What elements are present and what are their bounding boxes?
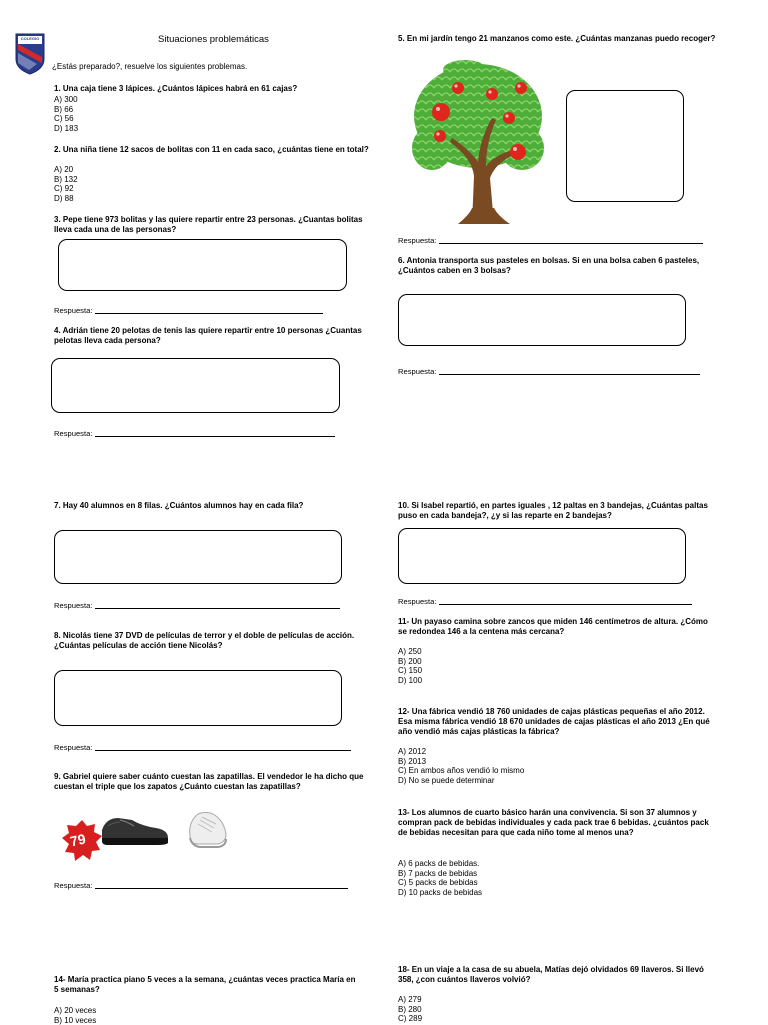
option: A) 6 packs de bebidas. [398,859,480,868]
answer-box-4[interactable] [51,358,340,413]
option: C) 92 [54,184,74,194]
intro-text: ¿Estás preparado?, resuelve los siguientes problemas. [52,62,248,71]
question-7: 7. Hay 40 alumnos en 8 filas. ¿Cuántos alumnos hay en cada fila? [54,501,304,510]
option: D) No se puede determinar [398,776,495,786]
respuesta-label: Respuesta: [54,306,93,315]
respuesta-label: Respuesta: [54,743,93,752]
option: D) 10 packs de bebidas [398,888,483,898]
question-8: 8. Nicolás tiene 37 DVD de películas de terror y el doble de películas de acción. ¿Cuántas películas de acción tiene Nicolás? [54,631,355,650]
answer-box-10[interactable] [398,528,686,584]
respuesta-label: Respuesta: [398,597,437,606]
question-10: 10. Si Isabel repartió, en partes iguales , 12 paltas en 3 bandejas, ¿Cuántas paltas puso en cada bandeja?, ¿y si las reparte en 2 bandejas? [398,501,708,520]
question-4: 4. Adrián tiene 20 pelotas de tenis las quiere repartir entre 10 personas ¿Cuantas pelotas lleva cada persona? [54,326,362,345]
question-9: 9. Gabriel quiere saber cuánto cuestan las zapatillas. El vendedor le ha dicho que cuestan el triple que los zapatos ¿Cuánto cuestan las zapatillas? [54,772,364,791]
price-tag-value: 79 [68,830,88,850]
shoe-icon [98,808,170,848]
question-2-options [54,165,78,204]
option: A) 2012 [398,747,427,756]
answer-box-8[interactable] [54,670,342,726]
question-18: 18- En un viaje a la casa de su abuela, Matías dejó olvidados 69 llaveros. Si llevó 358, ¿con cuántos llaveros volvió? [398,965,704,984]
option: A) 250 [398,647,422,656]
answer-line-8[interactable] [54,743,351,752]
logo-text: COLEGIO [20,36,40,41]
question-18-options [398,995,422,1024]
question-12-options [398,747,524,786]
respuesta-label: Respuesta: [54,601,93,610]
question-1-options [54,95,78,134]
option: B) 2013 [398,756,427,766]
question-5: 5. En mi jardín tengo 21 manzanos como este. ¿Cuántas manzanas puedo recoger? [398,34,716,43]
option: C) En ambos años vendió lo mismo [398,766,525,776]
answer-line-6[interactable] [398,367,700,376]
answer-box-7[interactable] [54,530,342,584]
option: B) 10 veces [54,1015,97,1025]
option: C) 56 [54,114,74,124]
option: A) 20 [54,165,74,174]
answer-box-3[interactable] [58,239,347,291]
answer-line-7[interactable] [54,601,340,610]
question-1: 1. Una caja tiene 3 lápices. ¿Cuántos lápices habrá en 61 cajas? [54,84,298,93]
question-13-options [398,859,482,898]
question-13: 13- Los alumnos de cuarto básico harán una convivencia. Si son 37 alumnos y compran pack de bebidas individuales y cada pack trae 6 bebidas. ¿cuántos pack de bebidas necesitan para que cada niño tome al menos una? [398,808,709,837]
question-2: 2. Una niña tiene 12 sacos de bolitas con 11 en cada saco, ¿cuántas tiene en total? [54,145,369,154]
school-shield-icon [15,33,45,75]
option: A) 300 [54,95,78,104]
option: D) 88 [54,194,74,204]
option: B) 132 [54,174,78,184]
option: A) 279 [398,995,422,1004]
answer-line-10[interactable] [398,597,692,606]
answer-line-9[interactable] [54,881,348,890]
question-12: 12- Una fábrica vendió 18 760 unidades de cajas plásticas pequeñas el año 2012. Esa misma fábrica vendió 18 670 unidades de cajas plásticas el año 2013 ¿En qué año vendió más cajas plásticas la fábrica? [398,707,710,736]
page-title: Situaciones problemáticas [158,34,269,45]
option: A) 20 veces [54,1006,97,1015]
respuesta-label: Respuesta: [398,367,437,376]
option: C) 289 [398,1014,423,1024]
question-11: 11- Un payaso camina sobre zancos que miden 146 centímetros de altura. ¿Cómo se redondea 146 a la centena más cercana? [398,617,708,636]
apple-tree-icon [410,58,547,225]
answer-line-3[interactable] [54,306,323,315]
respuesta-label: Respuesta: [398,236,437,245]
question-14-options [54,1006,96,1025]
option: B) 280 [398,1004,422,1014]
option: D) 100 [398,676,423,686]
answer-line-5[interactable] [398,236,703,245]
sneaker-icon [184,806,230,852]
option: B) 7 packs de bebidas [398,868,478,878]
answer-box-5[interactable] [566,90,684,202]
option: C) 150 [398,666,423,676]
answer-line-4[interactable] [54,429,335,438]
question-14: 14- María practica piano 5 veces a la semana, ¿cuántas veces practica María en 5 semanas? [54,975,356,994]
question-3: 3. Pepe tiene 973 bolitas y las quiere repartir entre 23 personas. ¿Cuantas bolitas lleva cada una de las personas? [54,215,363,234]
option: B) 200 [398,656,422,666]
price-tag-icon [62,820,102,862]
option: D) 183 [54,124,79,134]
answer-box-6[interactable] [398,294,686,346]
option: C) 5 packs de bebidas [398,878,478,888]
respuesta-label: Respuesta: [54,881,93,890]
question-11-options [398,647,422,686]
respuesta-label: Respuesta: [54,429,93,438]
question-6: 6. Antonia transporta sus pasteles en bolsas. Si en una bolsa caben 6 pasteles, ¿Cuántos caben en 3 bolsas? [398,256,700,275]
option: B) 66 [54,104,74,114]
